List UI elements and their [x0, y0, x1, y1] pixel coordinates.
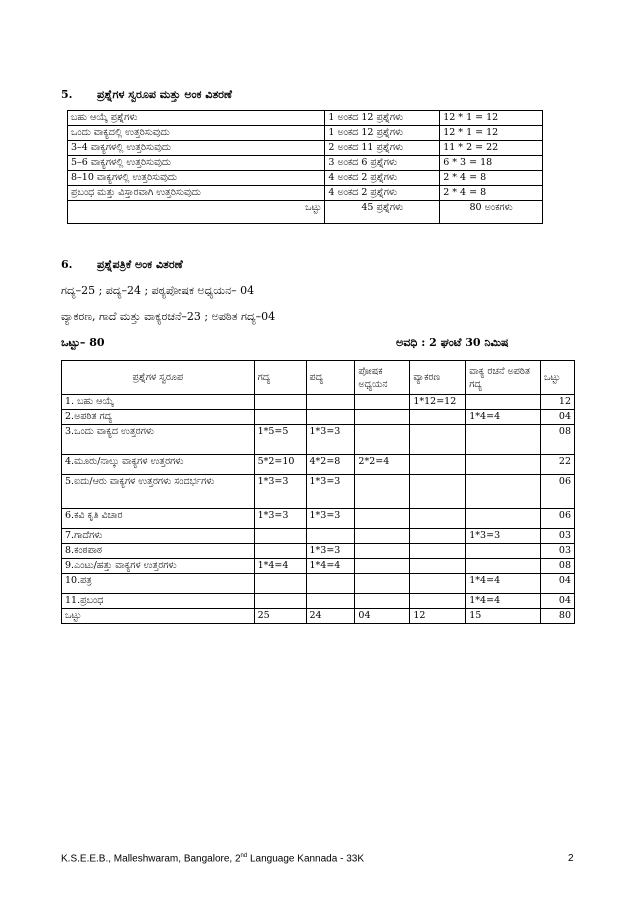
table-row: [68, 126, 543, 141]
marks-cell: [306, 574, 355, 594]
question-count-cell: 4 ಅಂಕದ 2 ಪ್ರಶ್ನೆಗಳು: [325, 186, 440, 201]
question-type-cell: 7.ಗಾದೆಗಳು: [62, 529, 255, 544]
column-header: ಪದ್ಯ: [306, 361, 355, 395]
marks-cell: [466, 455, 541, 475]
marks-cell: [410, 455, 466, 475]
marks-cell: [355, 425, 410, 455]
column-header: ವಾಕ್ಯ ರಚನೆ ಅಪಠಿತ ಗದ್ಯ: [466, 361, 541, 395]
row-total-cell: 12: [541, 395, 575, 410]
marks-cell: [410, 529, 466, 544]
marks-calc-cell: 6 * 3 = 18: [440, 156, 543, 171]
marks-calc-cell: 12 * 1 = 12: [440, 111, 543, 126]
marks-cell: 5*2=10: [254, 455, 306, 475]
marks-cell: [254, 529, 306, 544]
question-type-cell: ಒಟ್ಟು: [62, 609, 255, 624]
question-type-cell: 8.ಕಂಠಪಾಠ: [62, 544, 255, 559]
question-type-cell: ಪ್ರಬಂಧ ಮತ್ತು ವಿಸ್ತಾರವಾಗಿ ಉತ್ತರಿಸುವುದು: [68, 186, 325, 201]
marks-cell: [410, 574, 466, 594]
question-type-cell: ಬಹು ಆಯ್ಕೆ ಪ್ರಶ್ನೆಗಳು: [68, 111, 325, 126]
table-row: [62, 410, 575, 425]
marks-cell: [254, 410, 306, 425]
page-number: 2: [568, 853, 574, 864]
marks-cell: [355, 594, 410, 609]
marks-cell: [306, 594, 355, 609]
marks-cell: [355, 395, 410, 410]
marks-cell: 12: [410, 609, 466, 624]
marks-cell: [466, 395, 541, 410]
section5-number: 5.: [61, 88, 73, 101]
table-row: [62, 509, 575, 529]
column-header: ಒಟ್ಟು: [541, 361, 575, 395]
marks-cell: [410, 544, 466, 559]
total-marks: ಒಟ್ಟು– 80: [61, 336, 105, 349]
marks-cell: 1*4=4: [466, 410, 541, 425]
question-type-cell: 5–6 ವಾಕ್ಯಗಳಲ್ಲಿ ಉತ್ತರಿಸುವುದು: [68, 156, 325, 171]
marks-cell: 04: [355, 609, 410, 624]
marks-cell: 1*3=3: [306, 509, 355, 529]
question-type-cell: 11.ಪ್ರಬಂಧ: [62, 594, 255, 609]
question-type-cell: 8–10 ವಾಕ್ಯಗಳಲ್ಲಿ ಉತ್ತರಿಸುವುದು: [68, 171, 325, 186]
marks-cell: 15: [466, 609, 541, 624]
table-total-row: [68, 201, 543, 224]
marks-cell: 1*3=3: [306, 544, 355, 559]
footer-source-sup: nd: [240, 853, 248, 859]
question-type-cell: 5.ಐದು/ಆರು ವಾಕ್ಯಗಳ ಉತ್ತರಗಳು ಸಂದರ್ಭಗಳು: [62, 475, 255, 509]
table-row: [62, 425, 575, 455]
marks-cell: 2*2=4: [355, 455, 410, 475]
marks-cell: [254, 574, 306, 594]
table-row: [68, 111, 543, 126]
column-header: ಗದ್ಯ: [254, 361, 306, 395]
marks-calc-cell: 12 * 1 = 12: [440, 126, 543, 141]
marks-cell: [355, 529, 410, 544]
marks-cell: 4*2=8: [306, 455, 355, 475]
footer-source-part1: K.S.E.E.B., Malleshwaram, Bangalore, 2: [61, 853, 241, 865]
marks-calc-cell: 2 * 4 = 8: [440, 186, 543, 201]
marks-cell: 1*3=3: [466, 529, 541, 544]
marks-cell: [410, 475, 466, 509]
marks-calc-cell: 2 * 4 = 8: [440, 171, 543, 186]
marks-cell: [466, 559, 541, 574]
marks-cell: [355, 509, 410, 529]
marks-cell: 1*4=4: [466, 594, 541, 609]
table-row: [68, 156, 543, 171]
question-count-cell: 1 ಅಂಕದ 12 ಪ್ರಶ್ನೆಗಳು: [325, 126, 440, 141]
table-row: [62, 395, 575, 410]
marks-cell: [410, 594, 466, 609]
question-type-cell: 6.ಕವಿ ಕೃತಿ ವಿಚಾರ: [62, 509, 255, 529]
question-type-cell: 1. ಬಹು ಆಯ್ಕೆ: [62, 395, 255, 410]
marks-cell: 1*3=3: [306, 425, 355, 455]
marks-cell: [254, 544, 306, 559]
marks-cell: [306, 410, 355, 425]
marks-cell: [355, 574, 410, 594]
row-total-cell: 04: [541, 410, 575, 425]
question-count-cell: 4 ಅಂಕದ 2 ಪ್ರಶ್ನೆಗಳು: [325, 171, 440, 186]
marks-cell: 1*4=4: [466, 574, 541, 594]
marks-cell: 1*4=4: [254, 559, 306, 574]
section5-title: ಪ್ರಶ್ನೆಗಳ ಸ್ವರೂಪ ಮತ್ತು ಅಂಕ ವಿತರಣೆ: [97, 88, 232, 101]
question-type-cell: 2.ಅಪಠಿತ ಗದ್ಯ: [62, 410, 255, 425]
table-row: [68, 171, 543, 186]
marks-distribution-table: [67, 110, 543, 224]
table-row: [62, 455, 575, 475]
marks-cell: [355, 475, 410, 509]
marks-cell: [355, 559, 410, 574]
row-total-cell: 08: [541, 559, 575, 574]
total-label-cell: ಒಟ್ಟು: [68, 201, 325, 224]
column-header: ವ್ಯಾಕರಣ: [410, 361, 466, 395]
marks-cell: [306, 529, 355, 544]
table-header-row: [62, 361, 575, 395]
total-questions-cell: 45 ಪ್ರಶ್ನೆಗಳು: [325, 201, 440, 224]
marks-cell: 1*3=3: [306, 475, 355, 509]
question-type-cell: 9.ಎಂಟು/ಹತ್ತು ವಾಕ್ಯಗಳ ಉತ್ತರಗಳು: [62, 559, 255, 574]
marks-calc-cell: 11 * 2 = 22: [440, 141, 543, 156]
table-row: [62, 559, 575, 574]
marks-cell: [466, 475, 541, 509]
marks-cell: [355, 544, 410, 559]
table-row: [62, 544, 575, 559]
table-row: [68, 141, 543, 156]
question-type-cell: 4.ಮೂರು/ನಾಲ್ಕು ವಾಕ್ಯಗಳ ಉತ್ತರಗಳು: [62, 455, 255, 475]
marks-cell: [410, 559, 466, 574]
total-marks-cell: 80 ಅಂಕಗಳು: [440, 201, 543, 224]
table-row: [62, 475, 575, 509]
question-type-cell: ಒಂದು ವಾಕ್ಯದಲ್ಲಿ ಉತ್ತರಿಸುವುದು: [68, 126, 325, 141]
marks-cell: [254, 594, 306, 609]
section6-number: 6.: [61, 258, 73, 271]
row-total-cell: 03: [541, 529, 575, 544]
table-row: [62, 574, 575, 594]
marks-cell: 24: [306, 609, 355, 624]
table-row: [62, 594, 575, 609]
marks-cell: [466, 509, 541, 529]
exam-duration: ಅವಧಿ : 2 ಘಂಟೆ 30 ನಿಮಿಷ: [396, 336, 509, 349]
column-header: ಪೋಷಕ ಅಧ್ಯಯನ: [355, 361, 410, 395]
question-count-cell: 2 ಅಂಕದ 11 ಪ್ರಶ್ನೆಗಳು: [325, 141, 440, 156]
marks-cell: [254, 395, 306, 410]
marks-cell: 1*3=3: [254, 509, 306, 529]
row-total-cell: 80: [541, 609, 575, 624]
marks-cell: 25: [254, 609, 306, 624]
row-total-cell: 22: [541, 455, 575, 475]
row-total-cell: 03: [541, 544, 575, 559]
section6-title: ಪ್ರಶ್ನೆಪತ್ರಿಕೆ ಅಂಕ ವಿತರಣೆ: [97, 258, 183, 271]
row-total-cell: 08: [541, 425, 575, 455]
marks-cell: [466, 544, 541, 559]
marks-summary-line2: ವ್ಯಾಕರಣ, ಗಾದೆ ಮತ್ತು ವಾಕ್ಯರಚನೆ–23 ; ಅಪಠಿತ ಗದ್ಯ–04: [61, 310, 276, 323]
marks-cell: [355, 410, 410, 425]
question-type-cell: 3–4 ವಾಕ್ಯಗಳಲ್ಲಿ ಉತ್ತರಿಸುವುದು: [68, 141, 325, 156]
row-total-cell: 06: [541, 509, 575, 529]
table-row: [68, 186, 543, 201]
marks-cell: 1*3=3: [254, 475, 306, 509]
marks-summary-line1: ಗದ್ಯ–25 ; ಪದ್ಯ–24 ; ಪಠ್ಯಪೋಷಕ ಅಧ್ಯಯನ– 04: [61, 284, 255, 297]
question-type-cell: 3.ಒಂದು ವಾಕ್ಯದ ಉತ್ತರಗಳು: [62, 425, 255, 455]
table-row: [62, 609, 575, 624]
marks-cell: [306, 395, 355, 410]
marks-cell: [410, 425, 466, 455]
row-total-cell: 06: [541, 475, 575, 509]
row-total-cell: 04: [541, 574, 575, 594]
marks-cell: 1*4=4: [306, 559, 355, 574]
question-count-cell: 1 ಅಂಕದ 12 ಪ್ರಶ್ನೆಗಳು: [325, 111, 440, 126]
marks-cell: [410, 410, 466, 425]
footer-source-part2: Language Kannada - 33K: [247, 853, 364, 865]
marks-cell: 1*5=5: [254, 425, 306, 455]
question-type-cell: 10.ಪತ್ರ: [62, 574, 255, 594]
marks-cell: 1*12=12: [410, 395, 466, 410]
column-header: ಪ್ರಶ್ನೆಗಳ ಸ್ವರೂಪ: [62, 361, 255, 395]
marks-cell: [410, 509, 466, 529]
table-row: [62, 529, 575, 544]
footer-source: [61, 853, 364, 864]
question-paper-blueprint-table: [61, 360, 575, 624]
question-count-cell: 3 ಅಂಕದ 6 ಪ್ರಶ್ನೆಗಳು: [325, 156, 440, 171]
marks-cell: [466, 425, 541, 455]
row-total-cell: 04: [541, 594, 575, 609]
